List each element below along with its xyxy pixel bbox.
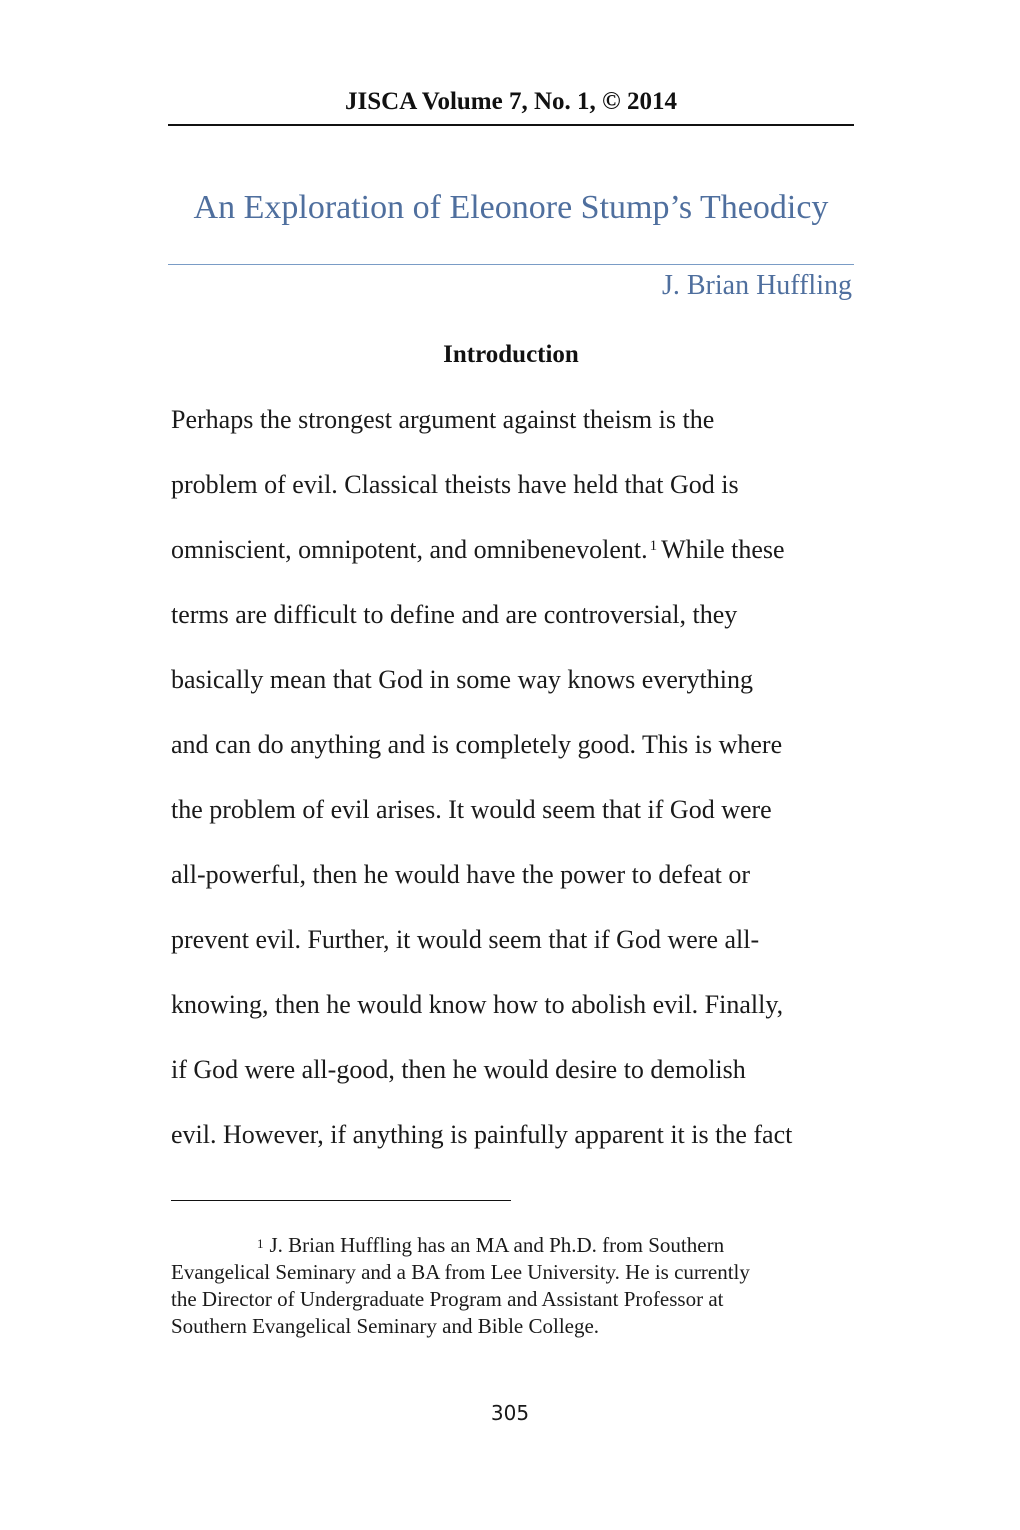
body-line: prevent evil. Further, it would seem that if God were all- [171,925,760,954]
footnote [171,1232,861,1340]
footnote-line: Evangelical Seminary and a BA from Lee University. He is currently [171,1260,750,1284]
body-line: the problem of evil arises. It would seem that if God were [171,795,772,824]
header-rule [168,124,854,126]
body-line-continuation: While these [661,535,785,564]
footnote-line: Southern Evangelical Seminary and Bible College. [171,1314,600,1338]
running-header: JISCA Volume 7, No. 1, © 2014 [345,88,677,115]
footnote-line-text: J. Brian Huffling has an MA and Ph.D. from Southern [269,1233,725,1257]
footnote-line: the Director of Undergraduate Program and Assistant Professor at [171,1287,724,1311]
footnote-marker: 1 [257,1236,264,1251]
body-text [171,402,861,1182]
body-line [171,532,861,597]
footnote-reference[interactable]: 1 [649,538,658,554]
body-line: problem of evil. Classical theists have held that God is [171,470,739,499]
title-rule [168,264,854,265]
body-line: knowing, then he would know how to abolish evil. Finally, [171,990,784,1019]
body-line: all-powerful, then he would have the power to defeat or [171,860,751,889]
body-line: evil. However, if anything is painfully apparent it is the fact [171,1120,793,1149]
body-line: Perhaps the strongest argument against theism is the [171,405,715,434]
section-heading: Introduction [443,341,579,368]
page-number: 305 [490,1401,530,1425]
body-line: terms are difficult to define and are controversial, they [171,600,738,629]
body-line: basically mean that God in some way knows everything [171,665,753,694]
body-line: and can do anything and is completely good. This is where [171,730,783,759]
author-name: J. Brian Huffling [661,270,852,301]
body-line: if God were all-good, then he would desire to demolish [171,1055,746,1084]
footnote-line [171,1232,861,1259]
footnote-separator [171,1200,511,1201]
article-title: An Exploration of Eleonore Stump’s Theodicy [193,189,829,226]
body-line-text: omniscient, omnipotent, and omnibenevolent. [171,535,648,564]
